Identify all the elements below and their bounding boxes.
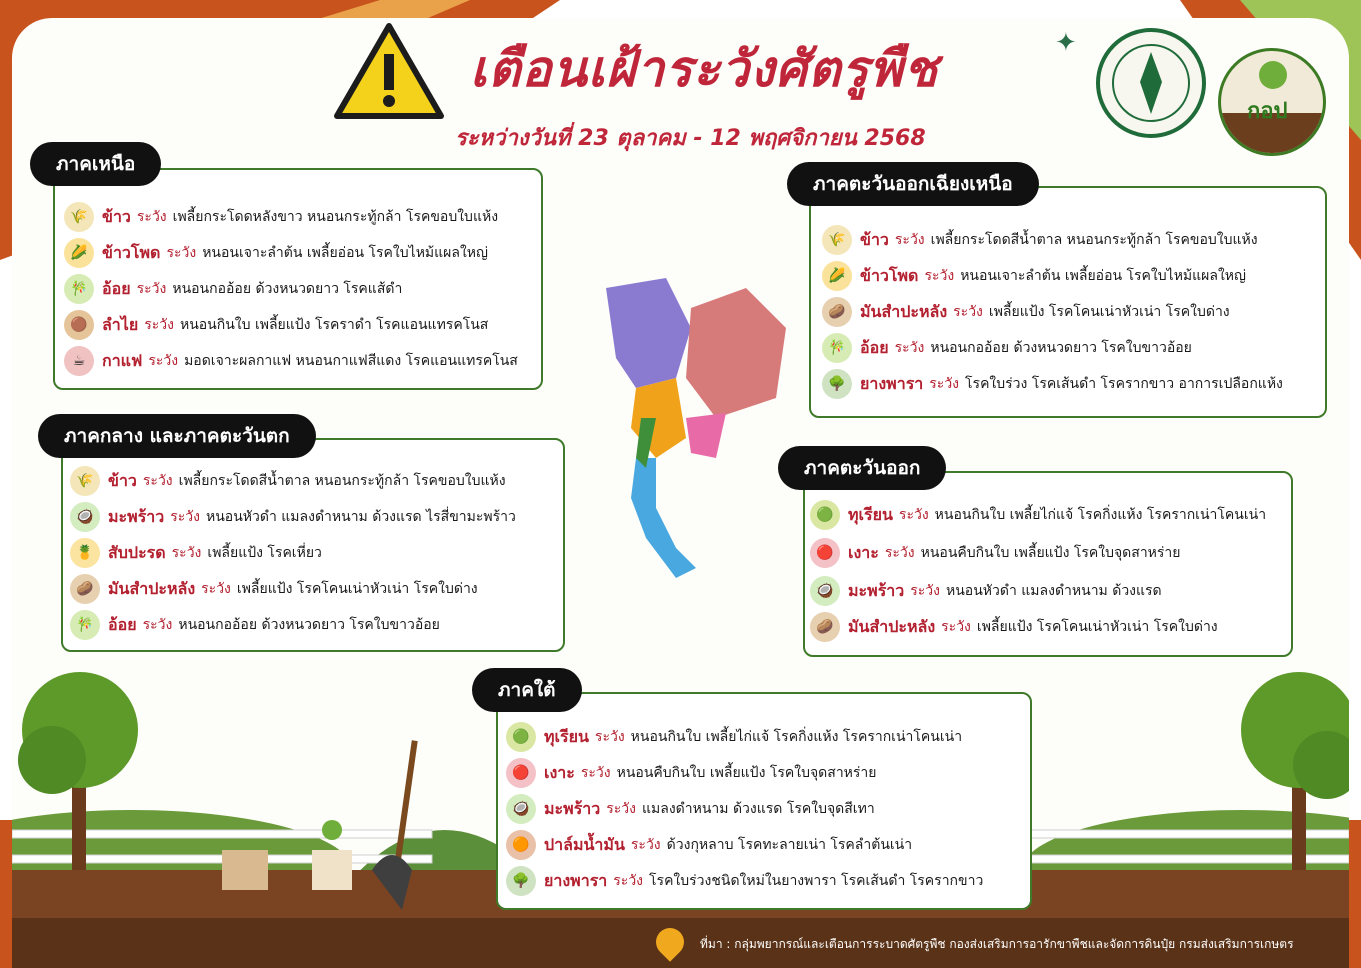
list-item	[70, 466, 506, 496]
watch-label: ระวัง	[166, 245, 197, 261]
list-item	[822, 369, 1283, 399]
list-item	[810, 500, 1266, 530]
pest-list: หนอนกออ้อย ด้วงหนวดยาว โรคแส้ดำ	[172, 281, 403, 297]
list-item	[506, 866, 983, 896]
crop-name: เงาะ	[848, 542, 879, 562]
watch-label: ระวัง	[142, 473, 173, 489]
watch-label: ระวัง	[898, 507, 929, 523]
pest-list: เพลี้ยแป้ง โรคโคนเน่าหัวเน่า โรคใบด่าง	[976, 619, 1218, 635]
list-item	[822, 261, 1246, 291]
pest-list: โรคใบร่วงชนิดใหม่ในยางพารา โรคเส้นดำ โรครากขาว	[649, 873, 984, 889]
sugarcane-icon: 🎋	[64, 274, 94, 304]
watch-label: ระวัง	[941, 619, 971, 635]
rice-icon: 🌾	[70, 466, 100, 496]
crop-name: เงาะ	[544, 762, 575, 782]
crop-name: ข้าวโพด	[860, 265, 919, 285]
crop-name: มันสำปะหลัง	[860, 301, 948, 321]
page-title: เตือนเฝ้าระวังศัตรูพืช	[470, 39, 939, 98]
pest-list: หนอนหัวดำ แมลงดำหนาม ด้วงแรด	[946, 583, 1162, 599]
crop-name: กาแฟ	[102, 350, 143, 370]
pest-list: ด้วงกุหลาบ โรคทะลายเน่า โรคลำต้นเน่า	[666, 837, 913, 853]
list-item	[64, 310, 488, 340]
pest-list: เพลี้ยแป้ง โรคโคนเน่าหัวเน่า โรคใบด่าง	[236, 581, 478, 597]
corn-icon: 🌽	[822, 261, 852, 291]
pest-list: หนอนกินใบ เพลี้ยแป้ง โรคราดำ โรคแอนแทรคโนส	[179, 317, 489, 333]
list-item	[810, 576, 1162, 606]
thailand-map	[596, 268, 796, 588]
list-item	[506, 758, 877, 788]
sugarcane-icon: 🎋	[822, 333, 852, 363]
pineapple-icon: 🍍	[70, 538, 100, 568]
watch-label: ระวัง	[894, 340, 925, 356]
department-seal-logo	[1096, 28, 1206, 138]
crop-name: อ้อย	[860, 337, 889, 357]
region-title-east: ภาคตะวันออก	[778, 446, 946, 490]
list-item	[64, 346, 518, 376]
list-item	[506, 830, 912, 860]
source-credit: ที่มา : กลุ่มพยากรณ์และเตือนการระบาดศัตรูพืช กองส่งเสริมการอารักขาพืชและจัดการดินปุ๋ย กรมส่งเสริมการเกษตร	[700, 937, 1294, 951]
crop-name: มันสำปะหลัง	[108, 578, 196, 598]
cassava-icon: 🥔	[810, 612, 840, 642]
rice-icon: 🌾	[64, 202, 94, 232]
list-item	[64, 238, 488, 268]
crop-name: ปาล์มน้ำมัน	[544, 834, 625, 854]
crop-name: มะพร้าว	[108, 506, 165, 526]
crop-name: ยางพารา	[860, 373, 924, 393]
watch-label: ระวัง	[580, 765, 611, 781]
pest-list: เพลี้ยแป้ง โรคโคนเน่าหัวเน่า โรคใบด่าง	[988, 304, 1230, 320]
watch-label: ระวัง	[953, 304, 983, 320]
watch-label: ระวัง	[144, 317, 174, 333]
corn-icon: 🌽	[64, 238, 94, 268]
crop-name: ทุเรียน	[544, 726, 589, 746]
watch-label: ระวัง	[606, 801, 636, 817]
rambutan-icon: 🔴	[810, 538, 840, 568]
watch-label: ระวัง	[594, 729, 625, 745]
region-title-south: ภาคใต้	[472, 668, 582, 712]
coffee-icon: ☕	[64, 346, 94, 376]
pest-list: หนอนกินใบ เพลี้ยไก่แจ้ โรคกิ่งแห้ง โรครากเน่าโคนเน่า	[934, 507, 1267, 523]
list-item	[70, 610, 440, 640]
pest-list: เพลี้ยกระโดดสีน้ำตาล หนอนกระทู้กล้า โรคขอบใบแห้ง	[930, 232, 1258, 248]
list-item	[810, 538, 1181, 568]
region-title-north: ภาคเหนือ	[30, 142, 161, 186]
crop-name: ข้าว	[102, 206, 131, 226]
coconut-icon: 🥥	[506, 794, 536, 824]
pest-list: หนอนเจาะลำต้น เพลี้ยอ่อน โรคใบไหม้แผลใหญ่	[202, 245, 488, 261]
crop-name: อ้อย	[108, 614, 137, 634]
crop-name: ข้าว	[108, 470, 137, 490]
pest-list: เพลี้ยแป้ง โรคเหี่ยว	[207, 545, 322, 561]
watch-label: ระวัง	[630, 837, 661, 853]
crop-name: อ้อย	[102, 278, 131, 298]
coconut-icon: 🥥	[810, 576, 840, 606]
crop-name: สับปะรด	[108, 542, 166, 562]
watch-label: ระวัง	[136, 281, 167, 297]
watch-label: ระวัง	[201, 581, 231, 597]
list-item	[810, 612, 1218, 642]
list-item	[70, 502, 516, 532]
crop-name: ข้าวโพด	[102, 242, 161, 262]
list-item	[822, 297, 1230, 327]
rambutan-icon: 🔴	[506, 758, 536, 788]
watch-label: ระวัง	[894, 232, 925, 248]
warning-icon	[333, 22, 445, 122]
pest-list: แมลงดำหนาม ด้วงแรด โรคใบจุดสีเทา	[642, 801, 875, 817]
date-range: ระหว่างวันที่ 23 ตุลาคม - 12 พฤศจิกายน 2568	[455, 126, 926, 151]
watch-label: ระวัง	[910, 583, 940, 599]
durian-icon: 🟢	[810, 500, 840, 530]
pest-list: หนอนกออ้อย ด้วงหนวดยาว โรคใบขาวอ้อย	[178, 617, 440, 633]
watch-label: ระวัง	[924, 268, 955, 284]
sparkle-icon: ✦	[1055, 28, 1077, 58]
longan-icon: 🟤	[64, 310, 94, 340]
region-title-northeast: ภาคตะวันออกเฉียงเหนือ	[787, 162, 1039, 206]
sugarcane-icon: 🎋	[70, 610, 100, 640]
pest-list: หนอนหัวดำ แมลงดำหนาม ด้วงแรด ไรสี่ขามะพร้าว	[206, 509, 516, 525]
crop-name: ทุเรียน	[848, 504, 893, 524]
agency-logo-text: กอป	[1247, 99, 1288, 124]
region-title-central-west: ภาคกลาง และภาคตะวันตก	[38, 414, 316, 458]
crop-name: ยางพารา	[544, 870, 608, 890]
crop-name: ข้าว	[860, 229, 889, 249]
watch-label: ระวัง	[142, 617, 173, 633]
list-item	[822, 225, 1258, 255]
crop-name: มะพร้าว	[544, 798, 601, 818]
pest-list: หนอนคืบกินใบ เพลี้ยแป้ง โรคใบจุดสาหร่าย	[616, 765, 877, 781]
pest-list: เพลี้ยกระโดดสีน้ำตาล หนอนกระทู้กล้า โรคขอบใบแห้ง	[178, 473, 506, 489]
watch-label: ระวัง	[171, 545, 202, 561]
list-item	[506, 722, 962, 752]
watch-label: ระวัง	[148, 353, 179, 369]
pest-list: หนอนเจาะลำต้น เพลี้ยอ่อน โรคใบไหม้แผลใหญ่	[960, 268, 1246, 284]
agency-logo	[1218, 48, 1326, 156]
crop-name: มันสำปะหลัง	[848, 616, 936, 636]
watch-label: ระวัง	[170, 509, 200, 525]
rubber-tree-icon: 🌳	[506, 866, 536, 896]
pest-list: โรคใบร่วง โรคเส้นดำ โรครากขาว อาการเปลือกแห้ง	[965, 376, 1283, 392]
pest-list: หนอนกินใบ เพลี้ยไก่แจ้ โรคกิ่งแห้ง โรครากเน่าโคนเน่า	[630, 729, 963, 745]
list-item	[822, 333, 1192, 363]
list-item	[64, 274, 402, 304]
crop-name: ลำไย	[102, 314, 139, 334]
durian-icon: 🟢	[506, 722, 536, 752]
crop-name: มะพร้าว	[848, 580, 905, 600]
pest-list: มอดเจาะผลกาแฟ หนอนกาแฟสีแดง โรคแอนแทรคโนส	[184, 353, 518, 369]
rubber-tree-icon: 🌳	[822, 369, 852, 399]
list-item	[64, 202, 498, 232]
cassava-icon: 🥔	[822, 297, 852, 327]
cassava-icon: 🥔	[70, 574, 100, 604]
pest-list: หนอนกออ้อย ด้วงหนวดยาว โรคใบขาวอ้อย	[930, 340, 1192, 356]
watch-label: ระวัง	[929, 376, 960, 392]
list-item	[506, 794, 875, 824]
watch-label: ระวัง	[136, 209, 167, 225]
rice-icon: 🌾	[822, 225, 852, 255]
watch-label: ระวัง	[884, 545, 915, 561]
coconut-icon: 🥥	[70, 502, 100, 532]
pest-list: หนอนคืบกินใบ เพลี้ยแป้ง โรคใบจุดสาหร่าย	[920, 545, 1181, 561]
oil-palm-icon: 🟠	[506, 830, 536, 860]
watch-label: ระวัง	[613, 873, 644, 889]
pest-list: เพลี้ยกระโดดหลังขาว หนอนกระทู้กล้า โรคขอบใบแห้ง	[172, 209, 499, 225]
list-item	[70, 538, 322, 568]
list-item	[70, 574, 478, 604]
